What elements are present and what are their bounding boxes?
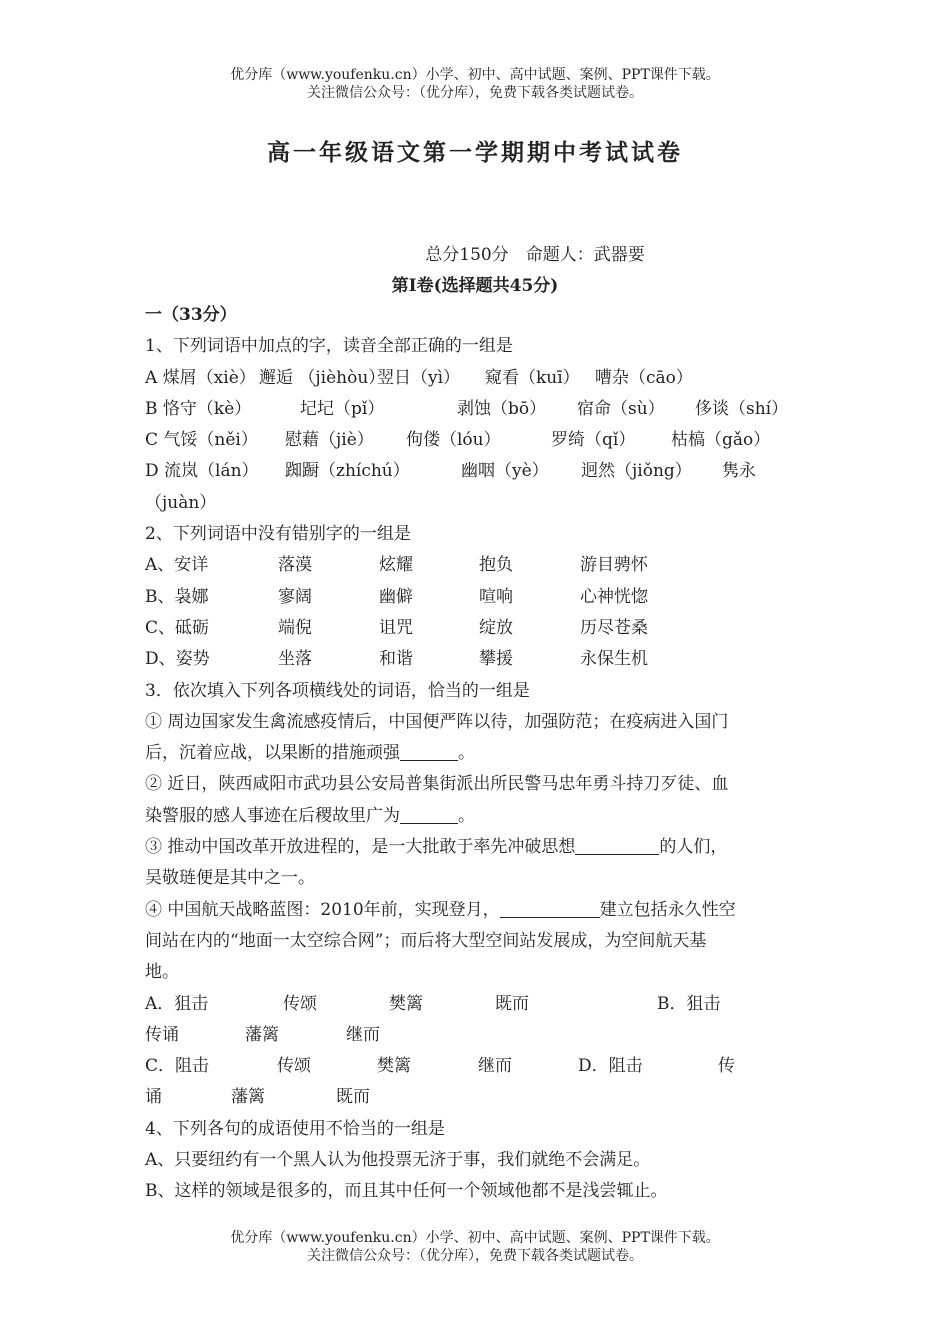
q1-d-5: 隽永 — [722, 461, 756, 482]
q3-s4a-end: 建立包括永久性空 — [599, 899, 736, 920]
q3-blank-1 — [400, 742, 458, 761]
volume-heading — [0, 271, 950, 296]
q3-s3a-end: 的人们， — [659, 837, 728, 858]
q3-s2b-text: 染警服的感人事迹在后稷故里广为 — [145, 805, 400, 826]
q3-option-b-cont — [145, 1020, 805, 1051]
q3-sentence-4b: 间站在内的“地面一太空综合网”；而后将大型空间站发展成，为空间航天基 — [145, 930, 707, 951]
q2-option-d — [145, 644, 805, 675]
header-top — [0, 66, 950, 102]
q2-b-4: 喧响 — [479, 586, 513, 607]
q3-option-c-d — [145, 1051, 805, 1082]
q3-d-4: 藩篱 — [231, 1087, 265, 1108]
exam-body — [145, 300, 805, 1208]
q1-b-4: 宿命（sù） — [577, 398, 665, 419]
footer-line-1: 优分库（www.youfenku.cn）小学、初中、高中试题、案例、PPT课件下载。 — [230, 1230, 720, 1246]
q1-d-1: D 流岚（lán） — [145, 461, 259, 482]
q2-option-a — [145, 550, 805, 581]
q1-a-5: 嘈杂（cāo） — [595, 367, 693, 388]
q3-blank-3 — [575, 836, 659, 855]
q3-sentence-3b: 吴敬琏便是其中之一。 — [145, 868, 315, 889]
q3-d-3: 诵 — [145, 1087, 162, 1108]
q3-c-1: C．阻击 — [145, 1056, 210, 1077]
q1-option-d-cont: （juàn） — [145, 492, 217, 513]
q1-b-1: B 恪守（kè） — [145, 398, 252, 419]
q3-d-2: 传 — [718, 1056, 735, 1077]
q1-d-2: 踟蹰（zhíchú） — [285, 461, 410, 482]
q2-c-2: 端倪 — [278, 617, 312, 638]
volume-label: 第Ⅰ卷(选择题共45分) — [391, 276, 559, 296]
q2-d-2: 坐落 — [278, 649, 312, 670]
q2-option-c — [145, 613, 805, 644]
q1-a-3: 翌日（yì） — [377, 367, 461, 388]
q1-c-5: 枯槁（gǎo） — [671, 430, 771, 451]
q1-b-2: 圮圮（pǐ） — [300, 398, 385, 419]
q2-a-3: 炫耀 — [379, 555, 413, 576]
q2-a-4: 抱负 — [479, 555, 513, 576]
q3-sentence-1b — [145, 738, 805, 769]
q3-sentence-3a — [145, 832, 805, 863]
q3-b-2: 传诵 — [145, 1024, 179, 1045]
footer-line-2: 关注微信公众号：（优分库），免费下载各类试题试卷。 — [307, 1248, 643, 1264]
q1-c-3: 佝偻（lóu） — [406, 430, 501, 451]
footer — [0, 1229, 950, 1265]
q3-s3a-text: ③ 推动中国改革开放进程的，是一大批敢于率先冲破思想 — [145, 837, 576, 858]
q4-stem: 4、下列各句的成语使用不恰当的一组是 — [145, 1118, 445, 1139]
q2-option-b — [145, 582, 805, 613]
q3-option-d-cont — [145, 1082, 805, 1113]
q4-option-a: A、只要纽约有一个黑人认为他投票无济于事，我们就绝不会满足。 — [145, 1150, 651, 1171]
q2-b-3: 幽僻 — [379, 586, 413, 607]
q1-c-2: 慰藉（jiè） — [285, 430, 374, 451]
q3-b-3: 藩篱 — [245, 1024, 279, 1045]
q2-d-5: 永保生机 — [580, 649, 648, 670]
q1-b-5: 侈谈（shí） — [695, 398, 789, 419]
q3-sentence-4c: 地。 — [145, 962, 179, 983]
q3-d-5: 既而 — [336, 1087, 370, 1108]
q2-d-4: 攀援 — [479, 649, 513, 670]
header-line-1: 优分库（www.youfenku.cn）小学、初中、高中试题、案例、PPT课件下载。 — [230, 67, 720, 83]
q2-b-2: 寥阔 — [278, 586, 312, 607]
q3-option-a-b — [145, 989, 805, 1020]
q1-option-a — [145, 363, 805, 394]
q1-a-1: A 煤屑（xiè） — [145, 367, 256, 388]
q1-b-3: 剥蚀（bō） — [457, 398, 547, 419]
q2-a-5: 游目骋怀 — [580, 555, 648, 576]
q3-c-2: 传颂 — [277, 1056, 311, 1077]
q3-a-4: 既而 — [495, 993, 529, 1014]
q3-blank-2 — [400, 805, 458, 824]
q1-option-d — [145, 456, 805, 487]
q3-b-4: 继而 — [346, 1024, 380, 1045]
q3-s2-end: 。 — [458, 805, 475, 826]
q3-a-3: 樊篱 — [389, 993, 423, 1014]
q1-d-4: 迥然（jiǒng） — [581, 461, 692, 482]
q3-sentence-4a — [145, 895, 805, 926]
q3-s1b-text: 后，沉着应战，以果断的措施顽强 — [145, 743, 400, 764]
q2-c-4: 绽放 — [479, 617, 513, 638]
q3-b-1: B．狙击 — [657, 993, 721, 1014]
page-title: 高一年级语文第一学期期中考试试卷 — [267, 139, 683, 166]
q1-a-2: 邂逅 （jièhòu） — [259, 367, 386, 388]
q2-d-1: D、姿势 — [145, 649, 210, 670]
q3-s1-end: 。 — [458, 743, 475, 764]
q3-sentence-2a: ② 近日，陕西咸阳市武功县公安局普集街派出所民警马忠年勇斗持刀歹徒、血 — [145, 774, 729, 795]
q2-d-3: 和谐 — [379, 649, 413, 670]
q1-a-4: 窥看（kuī） — [485, 367, 580, 388]
q3-c-4: 继而 — [478, 1056, 512, 1077]
header-line-2: 关注微信公众号：（优分库），免费下载各类试题试卷。 — [307, 85, 643, 101]
q1-stem: 1、下列词语中加点的字，读音全部正确的一组是 — [145, 336, 513, 357]
q2-a-2: 落漠 — [278, 555, 312, 576]
q2-stem: 2、下列词语中没有错别字的一组是 — [145, 524, 411, 545]
exam-meta: 总分150分 命题人：武器要 — [425, 245, 645, 265]
q2-a-1: A、安详 — [145, 555, 209, 576]
q1-c-4: 罗绮（qǐ） — [551, 430, 636, 451]
q3-sentence-1a: ① 周边国家发生禽流感疫情后，中国便严阵以待，加强防范；在疫病进入国门 — [145, 711, 729, 732]
q3-stem: 3．依次填入下列各项横线处的词语，恰当的一组是 — [145, 680, 530, 701]
q1-c-1: C 气馁（něi） — [145, 430, 258, 451]
q3-blank-4 — [500, 899, 600, 918]
q2-b-1: B、袅娜 — [145, 586, 209, 607]
q3-sentence-2b — [145, 801, 805, 832]
q4-option-b: B、这样的领域是很多的，而且其中任何一个领域他都不是浅尝辄止。 — [145, 1181, 668, 1202]
q2-c-1: C、砥砺 — [145, 617, 210, 638]
q1-option-b — [145, 394, 805, 425]
q3-d-1: D．阻击 — [578, 1056, 643, 1077]
q3-s4a-text: ④ 中国航天战略蓝图：2010年前，实现登月， — [145, 899, 500, 920]
q2-c-3: 诅咒 — [379, 617, 413, 638]
q2-b-5: 心神恍惚 — [580, 586, 648, 607]
q2-c-5: 历尽苍桑 — [580, 617, 648, 638]
section-heading: 一（33分） — [145, 305, 237, 325]
q3-a-1: A．狙击 — [145, 993, 209, 1014]
q3-a-2: 传颂 — [283, 993, 317, 1014]
q1-d-3: 幽咽（yè） — [461, 461, 549, 482]
q3-c-3: 樊篱 — [377, 1056, 411, 1077]
q1-option-c — [145, 425, 805, 456]
